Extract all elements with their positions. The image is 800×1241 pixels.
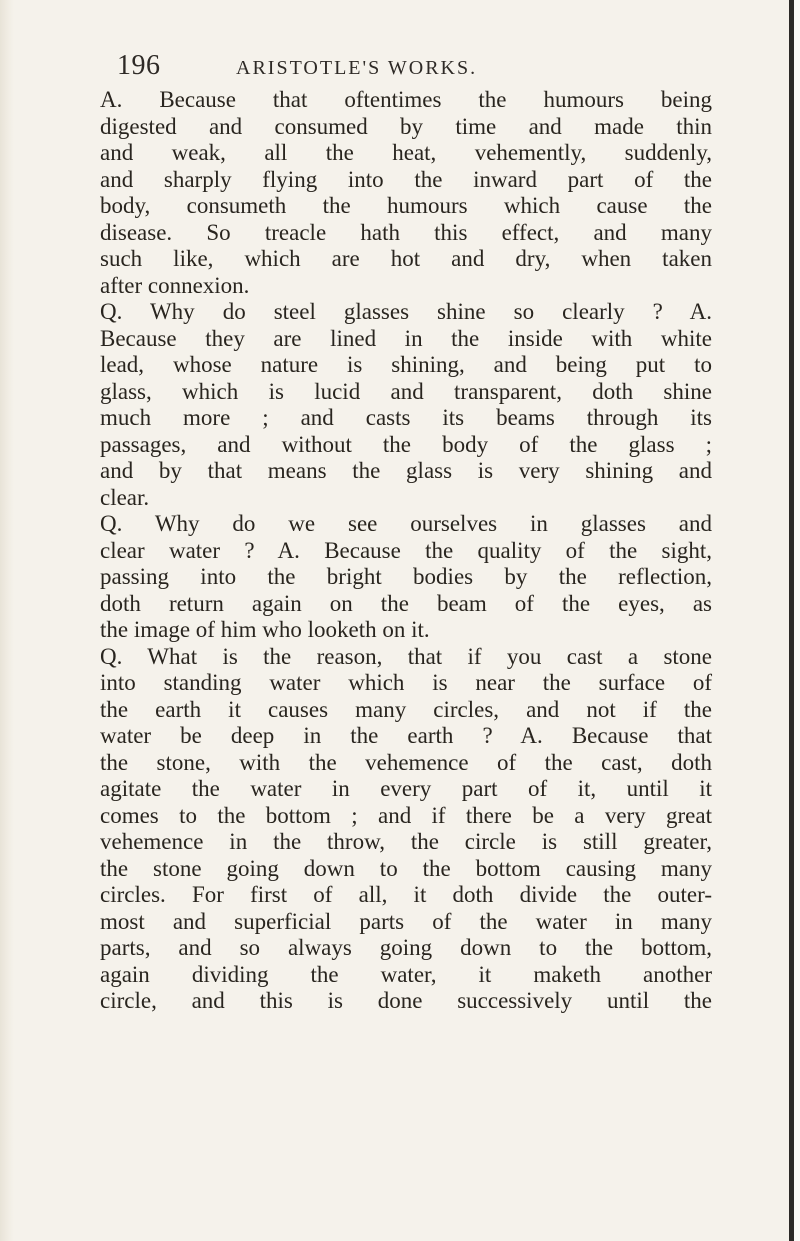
text-line: much more ; and casts its beams through its bbox=[100, 405, 712, 430]
page-number: 196 bbox=[117, 50, 161, 81]
page-header bbox=[0, 48, 789, 88]
running-head: ARISTOTLE'S WORKS. bbox=[236, 57, 478, 79]
text-line: lead, whose nature is shining, and being put to bbox=[100, 352, 712, 377]
text-line: again dividing the water, it maketh another bbox=[100, 961, 712, 987]
text-line: the stone going down to the bottom causing many bbox=[100, 855, 712, 881]
text-line: and weak, all the heat, vehemently, suddenly, bbox=[100, 140, 712, 165]
text-line: most and superficial parts of the water in many bbox=[100, 908, 712, 934]
text-line: passing into the bright bodies by the reflection, bbox=[100, 564, 712, 589]
text-line: parts, and so always going down to the bottom, bbox=[100, 935, 712, 960]
text-line: glass, which is lucid and transparent, doth shine bbox=[100, 378, 712, 404]
text-line: circle, and this is done successively until the bbox=[100, 988, 712, 1013]
text-line: clear. bbox=[100, 484, 150, 510]
text-line: comes to the bottom ; and if there be a very great bbox=[100, 802, 712, 828]
text-line: the earth it causes many circles, and not if the bbox=[100, 696, 712, 722]
text-line: clear water ? A. Because the quality of the sight, bbox=[100, 537, 712, 563]
body-text bbox=[100, 87, 712, 1015]
text-line: passages, and without the body of the glass ; bbox=[100, 431, 712, 457]
text-line: into standing water which is near the surface of bbox=[100, 670, 712, 695]
text-line: doth return again on the beam of the eyes, as bbox=[100, 590, 712, 616]
text-line: the stone, with the vehemence of the cast, doth bbox=[100, 749, 712, 775]
page-gutter-shadow bbox=[0, 0, 14, 1241]
outer-margin bbox=[794, 0, 800, 1241]
text-line: Because they are lined in the inside with white bbox=[100, 325, 712, 351]
text-line: A. Because that oftentimes the humours being bbox=[100, 87, 712, 112]
text-line: disease. So treacle hath this effect, and many bbox=[100, 219, 712, 245]
text-line: Q. Why do we see ourselves in glasses and bbox=[100, 511, 712, 536]
text-line: circles. For first of all, it doth divide the outer- bbox=[100, 882, 712, 907]
text-line: water be deep in the earth ? A. Because that bbox=[100, 723, 712, 748]
text-line: after connexion. bbox=[100, 272, 250, 298]
text-line: vehemence in the throw, the circle is still greater, bbox=[100, 829, 712, 854]
text-line: body, consumeth the humours which cause the bbox=[100, 193, 712, 218]
text-line: and by that means the glass is very shining and bbox=[100, 458, 712, 483]
text-line: the image of him who looketh on it. bbox=[100, 617, 430, 642]
text-line: digested and consumed by time and made thin bbox=[100, 113, 712, 139]
text-line: and sharply flying into the inward part of the bbox=[100, 166, 712, 192]
text-line: agitate the water in every part of it, until it bbox=[100, 776, 712, 801]
text-line: Q. Why do steel glasses shine so clearly ? A. bbox=[100, 299, 712, 324]
text-line: such like, which are hot and dry, when taken bbox=[100, 246, 712, 271]
text-line: Q. What is the reason, that if you cast a stone bbox=[100, 643, 712, 669]
